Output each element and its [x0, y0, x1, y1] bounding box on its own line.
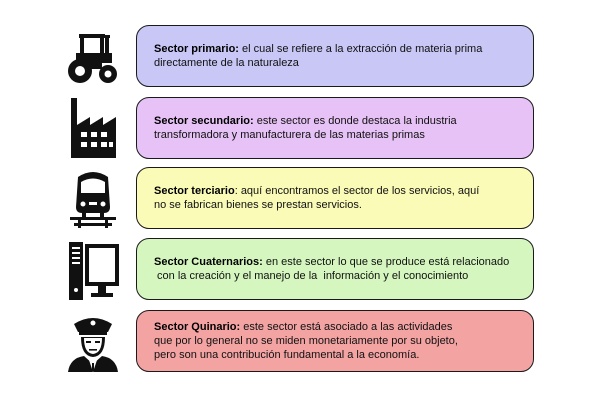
tractor-icon — [62, 25, 124, 91]
sector-text-line: con la creación y el manejo de la información y el conocimiento — [154, 270, 469, 282]
sector-text-line: en este sector lo que se produce está relacionado — [265, 256, 510, 268]
sector-title: Sector terciario — [154, 185, 235, 197]
sector-description — [154, 184, 479, 212]
sector-text-line: directamente de la naturaleza — [154, 57, 299, 69]
sector-title: Sector primario: — [154, 43, 239, 55]
sector-text-line: no se fabrican bienes se prestan servicios. — [154, 199, 362, 211]
sector-row-terciario — [0, 167, 600, 233]
sector-box-quinario — [136, 310, 534, 372]
police-officer-icon — [62, 310, 124, 376]
sector-box-secundario — [136, 97, 534, 159]
sector-row-primario — [0, 25, 600, 91]
sector-text-line: transformadora y manufacturera de las materias primas — [154, 129, 425, 141]
sector-row-secundario — [0, 97, 600, 163]
computer-icon — [62, 238, 124, 304]
sector-description — [154, 320, 458, 362]
factory-icon — [62, 97, 124, 163]
sector-text-line: que por lo general no se miden monetariamente por su objeto, — [154, 335, 458, 347]
sector-row-quinario — [0, 310, 600, 376]
sector-title: Sector Cuaternarios: — [154, 256, 263, 268]
sector-text-line: el cual se refiere a la extracción de materia prima — [242, 43, 483, 55]
sector-text-line: este sector está asociado a las actividades — [243, 321, 453, 333]
sector-row-cuaternarios — [0, 238, 600, 304]
sector-text-line: este sector es donde destaca la industria — [256, 115, 457, 127]
sector-text-line: : aquí encontramos el sector de los servicios, aquí — [234, 185, 480, 197]
sector-description — [154, 255, 509, 283]
train-icon — [62, 167, 124, 233]
sector-box-cuaternarios — [136, 238, 534, 300]
sector-title: Sector Quinario: — [154, 321, 241, 333]
sector-box-terciario — [136, 167, 534, 229]
sector-description — [154, 42, 482, 70]
sector-text-line: pero son una contribución fundamental a la economía. — [154, 349, 420, 361]
sector-description — [154, 114, 457, 142]
sector-title: Sector secundario: — [154, 115, 254, 127]
sector-box-primario — [136, 25, 534, 87]
